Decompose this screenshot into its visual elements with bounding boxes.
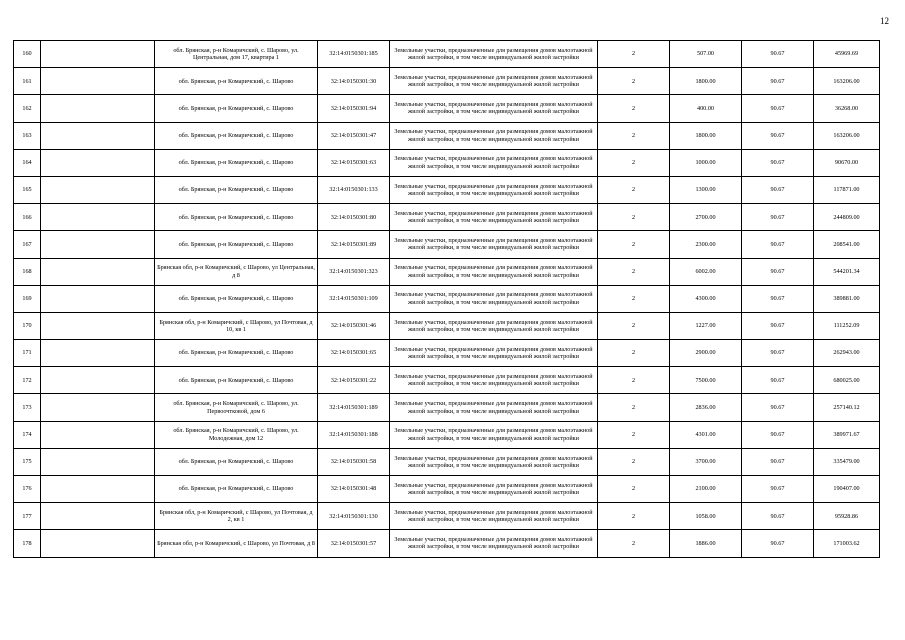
land-use-cell: Земельные участки, предназначенные для размещения домов малоэтажной жилой застройки, в том числе индивидуальной жилой застройки — [390, 448, 598, 475]
category-code-cell: 2 — [598, 285, 670, 312]
category-code-cell: 2 — [598, 448, 670, 475]
row-number: 176 — [14, 476, 41, 503]
land-use-cell: Земельные участки, предназначенные для размещения домов малоэтажной жилой застройки, в том числе индивидуальной жилой застройки — [390, 394, 598, 421]
area-cell: 4300.00 — [670, 285, 742, 312]
row-number: 166 — [14, 204, 41, 231]
area-cell: 1300.00 — [670, 176, 742, 203]
land-use-cell: Земельные участки, предназначенные для размещения домов малоэтажной жилой застройки, в том числе индивидуальной жилой застройки — [390, 258, 598, 285]
gap-cell — [41, 476, 155, 503]
gap-cell — [41, 231, 155, 258]
row-number: 177 — [14, 503, 41, 530]
cadastral-value-cell: 95928.86 — [814, 503, 880, 530]
row-number: 178 — [14, 530, 41, 557]
gap-cell — [41, 503, 155, 530]
area-cell: 2100.00 — [670, 476, 742, 503]
address-cell: Брянская обл, р-н Комаричский, с Шарово, ул Почтовая, д 10, кв 1 — [155, 312, 318, 339]
cadastral-number-cell: 32:14:0150301:48 — [318, 476, 390, 503]
area-cell: 1800.00 — [670, 68, 742, 95]
row-number: 163 — [14, 122, 41, 149]
cadastral-value-cell: 544201.34 — [814, 258, 880, 285]
category-code-cell: 2 — [598, 204, 670, 231]
cadastral-number-cell: 32:14:0150301:47 — [318, 122, 390, 149]
category-code-cell: 2 — [598, 122, 670, 149]
cadastral-number-cell: 32:14:0150301:22 — [318, 367, 390, 394]
land-use-cell: Земельные участки, предназначенные для размещения домов малоэтажной жилой застройки, в том числе индивидуальной жилой застройки — [390, 503, 598, 530]
rate-cell: 90.67 — [742, 285, 814, 312]
gap-cell — [41, 41, 155, 68]
rate-cell: 90.67 — [742, 448, 814, 475]
cadastral-value-cell: 680025.00 — [814, 367, 880, 394]
row-number: 160 — [14, 41, 41, 68]
land-use-cell: Земельные участки, предназначенные для размещения домов малоэтажной жилой застройки, в том числе индивидуальной жилой застройки — [390, 476, 598, 503]
table-row — [14, 285, 880, 312]
rate-cell: 90.67 — [742, 367, 814, 394]
land-use-cell: Земельные участки, предназначенные для размещения домов малоэтажной жилой застройки, в том числе индивидуальной жилой застройки — [390, 530, 598, 557]
land-use-cell: Земельные участки, предназначенные для размещения домов малоэтажной жилой застройки, в том числе индивидуальной жилой застройки — [390, 122, 598, 149]
gap-cell — [41, 367, 155, 394]
cadastral-value-cell: 208541.00 — [814, 231, 880, 258]
gap-cell — [41, 258, 155, 285]
category-code-cell: 2 — [598, 68, 670, 95]
cadastral-value-cell: 244809.00 — [814, 204, 880, 231]
cadastral-value-cell: 36268.00 — [814, 95, 880, 122]
row-number: 174 — [14, 421, 41, 448]
address-cell: обл. Брянская, р-н Комаричский, с. Шарово — [155, 149, 318, 176]
table-row — [14, 41, 880, 68]
address-cell: обл. Брянская, р-н Комаричский, с. Шарово — [155, 95, 318, 122]
gap-cell — [41, 421, 155, 448]
address-cell: обл. Брянская, р-н Комаричский, с. Шарово — [155, 340, 318, 367]
rate-cell: 90.67 — [742, 68, 814, 95]
area-cell: 400.00 — [670, 95, 742, 122]
table-row — [14, 503, 880, 530]
land-use-cell: Земельные участки, предназначенные для размещения домов малоэтажной жилой застройки, в том числе индивидуальной жилой застройки — [390, 68, 598, 95]
cadastral-number-cell: 32:14:0150301:65 — [318, 340, 390, 367]
address-cell: Брянская обл, р-н Комаричский, с Шарово, ул Центральная, д 8 — [155, 258, 318, 285]
land-use-cell: Земельные участки, предназначенные для размещения домов малоэтажной жилой застройки, в том числе индивидуальной жилой застройки — [390, 204, 598, 231]
area-cell: 1227.00 — [670, 312, 742, 339]
land-use-cell: Земельные участки, предназначенные для размещения домов малоэтажной жилой застройки, в том числе индивидуальной жилой застройки — [390, 149, 598, 176]
rate-cell: 90.67 — [742, 149, 814, 176]
area-cell: 4301.00 — [670, 421, 742, 448]
address-cell: обл. Брянская, р-н Комаричский, с. Шарово — [155, 176, 318, 203]
area-cell: 2836.00 — [670, 394, 742, 421]
category-code-cell: 2 — [598, 476, 670, 503]
address-cell: обл. Брянская, р-н Комаричский, с. Шарово — [155, 68, 318, 95]
cadastral-number-cell: 32:14:0150301:323 — [318, 258, 390, 285]
land-use-cell: Земельные участки, предназначенные для размещения домов малоэтажной жилой застройки, в том числе индивидуальной жилой застройки — [390, 340, 598, 367]
land-use-cell: Земельные участки, предназначенные для размещения домов малоэтажной жилой застройки, в том числе индивидуальной жилой застройки — [390, 367, 598, 394]
gap-cell — [41, 448, 155, 475]
cadastral-number-cell: 32:14:0150301:80 — [318, 204, 390, 231]
address-cell: обл. Брянская, р-н Комаричский, с. Шарово, ул. Первоочтковой, дом 6 — [155, 394, 318, 421]
cadastral-number-cell: 32:14:0150301:89 — [318, 231, 390, 258]
area-cell: 2300.00 — [670, 231, 742, 258]
address-cell: обл. Брянская, р-н Комаричский, с. Шарово — [155, 476, 318, 503]
table-row — [14, 258, 880, 285]
address-cell: обл. Брянская, р-н Комаричский, с. Шарово, ул. Молодежная, дом 12 — [155, 421, 318, 448]
row-number: 168 — [14, 258, 41, 285]
category-code-cell: 2 — [598, 394, 670, 421]
cadastral-number-cell: 32:14:0150301:46 — [318, 312, 390, 339]
rate-cell: 90.67 — [742, 258, 814, 285]
rate-cell: 90.67 — [742, 95, 814, 122]
cadastral-value-cell: 163206.00 — [814, 68, 880, 95]
row-number: 164 — [14, 149, 41, 176]
area-cell: 1000.00 — [670, 149, 742, 176]
rate-cell: 90.67 — [742, 122, 814, 149]
category-code-cell: 2 — [598, 41, 670, 68]
table-row — [14, 340, 880, 367]
cadastral-value-cell: 389971.67 — [814, 421, 880, 448]
gap-cell — [41, 122, 155, 149]
table-row — [14, 204, 880, 231]
table-row — [14, 448, 880, 475]
gap-cell — [41, 149, 155, 176]
cadastral-number-cell: 32:14:0150301:109 — [318, 285, 390, 312]
row-number: 167 — [14, 231, 41, 258]
row-number: 175 — [14, 448, 41, 475]
row-number: 161 — [14, 68, 41, 95]
gap-cell — [41, 95, 155, 122]
area-cell: 1886.00 — [670, 530, 742, 557]
table-row — [14, 95, 880, 122]
row-number: 162 — [14, 95, 41, 122]
category-code-cell: 2 — [598, 367, 670, 394]
row-number: 172 — [14, 367, 41, 394]
category-code-cell: 2 — [598, 95, 670, 122]
area-cell: 1800.00 — [670, 122, 742, 149]
rate-cell: 90.67 — [742, 476, 814, 503]
cadastral-value-cell: 171003.62 — [814, 530, 880, 557]
cadastral-value-cell: 163206.00 — [814, 122, 880, 149]
land-use-cell: Земельные участки, предназначенные для размещения домов малоэтажной жилой застройки, в том числе индивидуальной жилой застройки — [390, 312, 598, 339]
category-code-cell: 2 — [598, 340, 670, 367]
area-cell: 7500.00 — [670, 367, 742, 394]
category-code-cell: 2 — [598, 421, 670, 448]
cadastral-number-cell: 32:14:0150301:133 — [318, 176, 390, 203]
cadastral-number-cell: 32:14:0150301:30 — [318, 68, 390, 95]
address-cell: обл. Брянская, р-н Комаричский, с. Шарово — [155, 122, 318, 149]
table-row — [14, 68, 880, 95]
rate-cell: 90.67 — [742, 176, 814, 203]
area-cell: 2900.00 — [670, 340, 742, 367]
table-row — [14, 394, 880, 421]
table-row — [14, 476, 880, 503]
cadastral-value-cell: 45969.69 — [814, 41, 880, 68]
gap-cell — [41, 176, 155, 203]
area-cell: 1058.00 — [670, 503, 742, 530]
row-number: 170 — [14, 312, 41, 339]
row-number: 169 — [14, 285, 41, 312]
area-cell: 2700.00 — [670, 204, 742, 231]
category-code-cell: 2 — [598, 149, 670, 176]
table-row — [14, 149, 880, 176]
category-code-cell: 2 — [598, 231, 670, 258]
area-cell: 507.00 — [670, 41, 742, 68]
rate-cell: 90.67 — [742, 421, 814, 448]
rate-cell: 90.67 — [742, 312, 814, 339]
rate-cell: 90.67 — [742, 231, 814, 258]
category-code-cell: 2 — [598, 312, 670, 339]
address-cell: обл. Брянская, р-н Комаричский, с. Шарово, ул. Центральная, дом 17, квартира 1 — [155, 41, 318, 68]
table-body — [14, 41, 880, 558]
rate-cell: 90.67 — [742, 41, 814, 68]
cadastral-number-cell: 32:14:0150301:63 — [318, 149, 390, 176]
rate-cell: 90.67 — [742, 204, 814, 231]
address-cell: Брянская обл, р-н Комаричский, с Шарово, ул Почтовая, д 8 — [155, 530, 318, 557]
cadastral-value-cell: 190407.00 — [814, 476, 880, 503]
address-cell: обл. Брянская, р-н Комаричский, с. Шарово — [155, 448, 318, 475]
address-cell: обл. Брянская, р-н Комаричский, с. Шарово — [155, 204, 318, 231]
land-use-cell: Земельные участки, предназначенные для размещения домов малоэтажной жилой застройки, в том числе индивидуальной жилой застройки — [390, 176, 598, 203]
land-use-cell: Земельные участки, предназначенные для размещения домов малоэтажной жилой застройки, в том числе индивидуальной жилой застройки — [390, 285, 598, 312]
cadastral-number-cell: 32:14:0150301:57 — [318, 530, 390, 557]
cadastral-value-cell: 257140.12 — [814, 394, 880, 421]
page-number: 12 — [880, 16, 889, 26]
gap-cell — [41, 312, 155, 339]
cadastral-number-cell: 32:14:0150301:58 — [318, 448, 390, 475]
land-plots-table — [13, 40, 880, 558]
area-cell: 6002.00 — [670, 258, 742, 285]
row-number: 173 — [14, 394, 41, 421]
gap-cell — [41, 68, 155, 95]
gap-cell — [41, 285, 155, 312]
cadastral-number-cell: 32:14:0150301:189 — [318, 394, 390, 421]
cadastral-value-cell: 90670.00 — [814, 149, 880, 176]
table-row — [14, 231, 880, 258]
rate-cell: 90.67 — [742, 394, 814, 421]
cadastral-value-cell: 111252.09 — [814, 312, 880, 339]
address-cell: обл. Брянская, р-н Комаричский, с. Шарово — [155, 367, 318, 394]
rate-cell: 90.67 — [742, 340, 814, 367]
address-cell: Брянская обл, р-н Комаричский, с Шарово, ул Почтовая, д 2, кв 1 — [155, 503, 318, 530]
table-row — [14, 176, 880, 203]
cadastral-number-cell: 32:14:0150301:94 — [318, 95, 390, 122]
gap-cell — [41, 340, 155, 367]
cadastral-value-cell: 262943.00 — [814, 340, 880, 367]
table-row — [14, 421, 880, 448]
row-number: 171 — [14, 340, 41, 367]
table-row — [14, 122, 880, 149]
cadastral-value-cell: 389881.00 — [814, 285, 880, 312]
gap-cell — [41, 394, 155, 421]
address-cell: обл. Брянская, р-н Комаричский, с. Шарово — [155, 231, 318, 258]
table-row — [14, 530, 880, 557]
land-use-cell: Земельные участки, предназначенные для размещения домов малоэтажной жилой застройки, в том числе индивидуальной жилой застройки — [390, 231, 598, 258]
address-cell: обл. Брянская, р-н Комаричский, с. Шарово — [155, 285, 318, 312]
category-code-cell: 2 — [598, 176, 670, 203]
row-number: 165 — [14, 176, 41, 203]
gap-cell — [41, 204, 155, 231]
cadastral-value-cell: 335479.00 — [814, 448, 880, 475]
gap-cell — [41, 530, 155, 557]
cadastral-number-cell: 32:14:0150301:188 — [318, 421, 390, 448]
cadastral-value-cell: 117871.00 — [814, 176, 880, 203]
rate-cell: 90.67 — [742, 503, 814, 530]
rate-cell: 90.67 — [742, 530, 814, 557]
table-row — [14, 367, 880, 394]
cadastral-number-cell: 32:14:0150301:130 — [318, 503, 390, 530]
land-use-cell: Земельные участки, предназначенные для размещения домов малоэтажной жилой застройки, в том числе индивидуальной жилой застройки — [390, 41, 598, 68]
cadastral-number-cell: 32:14:0150301:185 — [318, 41, 390, 68]
land-use-cell: Земельные участки, предназначенные для размещения домов малоэтажной жилой застройки, в том числе индивидуальной жилой застройки — [390, 95, 598, 122]
land-use-cell: Земельные участки, предназначенные для размещения домов малоэтажной жилой застройки, в том числе индивидуальной жилой застройки — [390, 421, 598, 448]
category-code-cell: 2 — [598, 258, 670, 285]
area-cell: 3700.00 — [670, 448, 742, 475]
table-row — [14, 312, 880, 339]
category-code-cell: 2 — [598, 503, 670, 530]
category-code-cell: 2 — [598, 530, 670, 557]
